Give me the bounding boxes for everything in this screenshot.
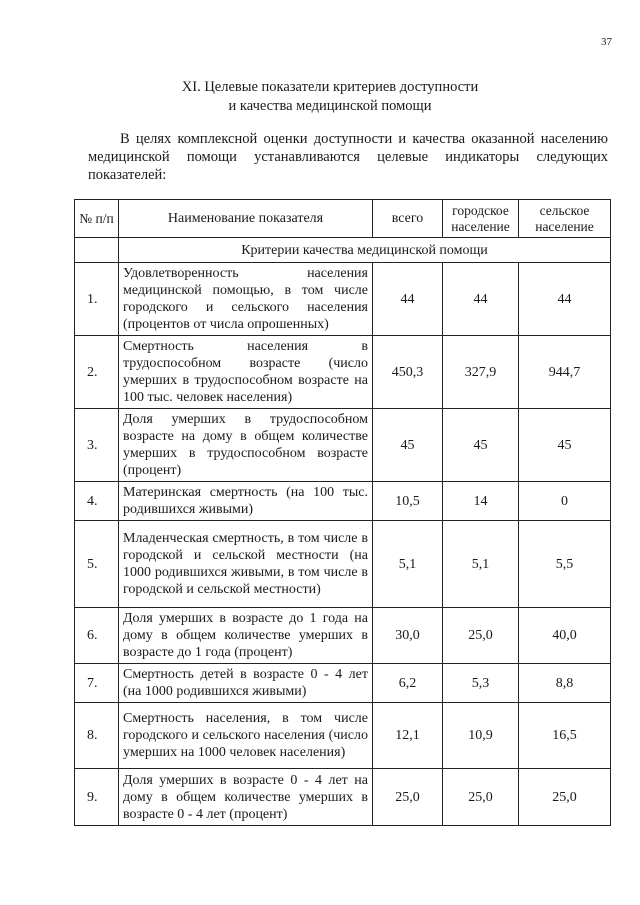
value-urban: 10,9 [443,703,519,769]
value-urban: 25,0 [443,608,519,664]
value-total: 45 [373,409,443,482]
indicator-name: Удовлетворенность населения медицинской помощью, в том числе городского и сельского населения (процентов от числа опрошенных) [119,263,373,336]
section-row [75,238,611,263]
header-num: № п/п [75,200,119,238]
indicator-name: Смертность детей в возрасте 0 - 4 лет (на 1000 родившихся живыми) [119,664,373,703]
value-urban: 5,1 [443,521,519,608]
indicator-name: Доля умерших в возрасте до 1 года на дому в общем количестве умерших в возрасте до 1 года (процент) [119,608,373,664]
row-number: 1. [75,263,119,336]
indicator-name: Младенческая смертность, в том числе в городской и сельской местности (на 1000 родившихся живыми, в том числе в городской и сельской местности) [119,521,373,608]
row-number: 4. [75,482,119,521]
value-urban: 327,9 [443,336,519,409]
table-row [75,769,611,826]
section-title-line-2: и качества медицинской помощи [228,98,432,114]
value-rural: 8,8 [519,664,611,703]
section-title [120,78,540,116]
indicator-name: Доля умерших в трудоспособном возрасте на дому в общем количестве умерших в трудоспособном возрасте (процент) [119,409,373,482]
header-rural: сельское население [519,200,611,238]
table-row [75,664,611,703]
value-rural: 5,5 [519,521,611,608]
table-row [75,521,611,608]
value-rural: 25,0 [519,769,611,826]
table-row [75,482,611,521]
header-urban: городское население [443,200,519,238]
value-total: 30,0 [373,608,443,664]
section-title-line-1: XI. Целевые показатели критериев доступности [181,79,479,95]
row-number: 2. [75,336,119,409]
table-row [75,409,611,482]
value-total: 5,1 [373,521,443,608]
row-number: 3. [75,409,119,482]
value-urban: 5,3 [443,664,519,703]
value-total: 450,3 [373,336,443,409]
indicator-name: Смертность населения, в том числе городского и сельского населения (число умерших на 1000 человек населения) [119,703,373,769]
value-total: 44 [373,263,443,336]
indicator-name: Доля умерших в возрасте 0 - 4 лет на дому в общем количестве умерших в возрасте 0 - 4 лет (процент) [119,769,373,826]
value-urban: 45 [443,409,519,482]
row-number: 7. [75,664,119,703]
value-urban: 14 [443,482,519,521]
indicators-table [74,199,611,826]
value-total: 6,2 [373,664,443,703]
header-total: всего [373,200,443,238]
table-row [75,336,611,409]
value-total: 12,1 [373,703,443,769]
value-rural: 44 [519,263,611,336]
indicator-name: Смертность населения в трудоспособном возрасте (число умерших в трудоспособном возрасте на 100 тыс. человек населения) [119,336,373,409]
table-row [75,263,611,336]
value-urban: 44 [443,263,519,336]
value-rural: 0 [519,482,611,521]
value-rural: 944,7 [519,336,611,409]
value-rural: 45 [519,409,611,482]
indicator-name: Материнская смертность (на 100 тыс. родившихся живыми) [119,482,373,521]
section-row-label: Критерии качества медицинской помощи [119,238,611,263]
value-rural: 40,0 [519,608,611,664]
table-row [75,703,611,769]
value-urban: 25,0 [443,769,519,826]
row-number: 8. [75,703,119,769]
row-number: 5. [75,521,119,608]
value-total: 10,5 [373,482,443,521]
row-number: 6. [75,608,119,664]
table-row [75,608,611,664]
row-number: 9. [75,769,119,826]
value-rural: 16,5 [519,703,611,769]
page-number: 37 [601,36,612,48]
header-name: Наименование показателя [119,200,373,238]
table-header-row [75,200,611,238]
value-total: 25,0 [373,769,443,826]
intro-paragraph: В целях комплексной оценки доступности и качества оказанной населению медицинской помощи устанавливаются целевые индикаторы следующих показателей: [88,131,608,183]
